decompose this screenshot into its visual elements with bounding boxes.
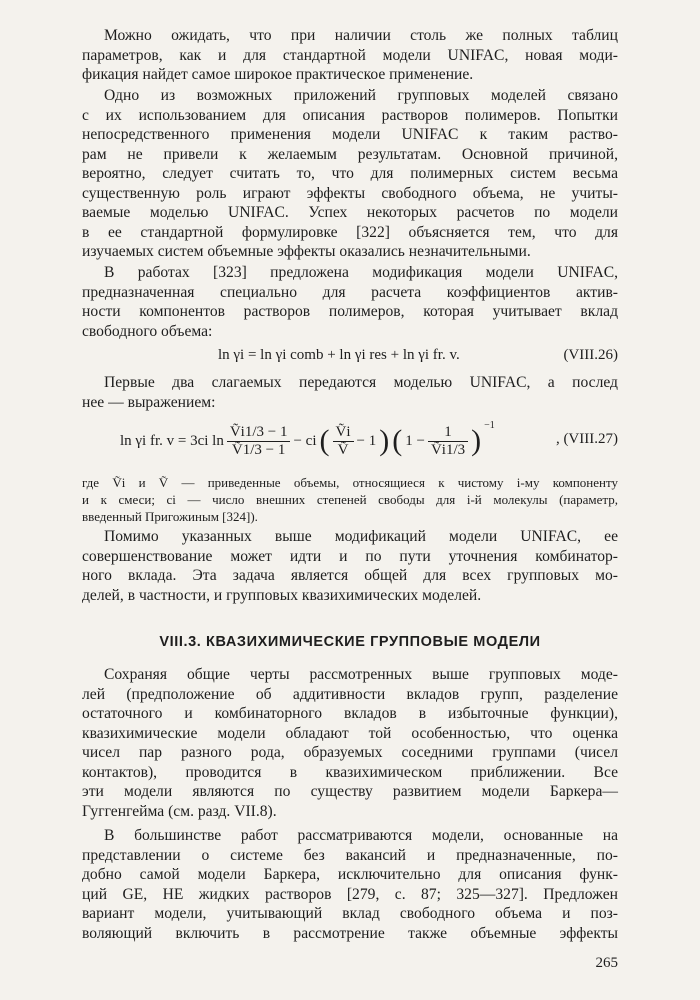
left-paren-icon: ( bbox=[319, 424, 330, 457]
fraction-denominator: Ṽ bbox=[337, 441, 349, 458]
equation-number: , (VIII.27) bbox=[555, 431, 618, 447]
equation-viii-26 bbox=[82, 347, 618, 369]
text-line: Гуггенгейма (см. разд. VII.8). bbox=[82, 802, 277, 820]
fraction-numerator: Ṽi bbox=[333, 424, 354, 442]
text-line: квазихимические модели обладают той особенностью, что оценка bbox=[82, 724, 618, 742]
fraction bbox=[428, 424, 468, 459]
equation-exponent: −1 bbox=[484, 420, 495, 431]
equation-term: 1 − bbox=[405, 432, 425, 449]
text-line: добно самой модели Баркера, исключительно для описания функ- bbox=[82, 866, 618, 883]
text-line: Сохраняя общие черты рассмотренных выше групповых моде- bbox=[104, 666, 618, 683]
text-line: введенный Пригожиным [324]). bbox=[82, 509, 258, 524]
text-line: Можно ожидать, что при наличии столь же полных таблиц bbox=[104, 27, 618, 44]
paragraph-1 bbox=[82, 26, 618, 85]
paragraph-7 bbox=[82, 826, 618, 943]
paragraph-3 bbox=[82, 263, 618, 341]
text-line: Одно из возможных приложений групповых моделей связано bbox=[104, 87, 618, 104]
text-line: В работах [323] предложена модификация модели UNIFAC, bbox=[104, 264, 618, 281]
text-line: остаточного и комбинаторного вкладов в избыточные функции), bbox=[82, 705, 618, 722]
text-line: изучаемых систем объемные эффекты оказались незначительными. bbox=[82, 243, 531, 260]
text-line: непосредственного применения модели UNIFAC к таким раство- bbox=[82, 126, 618, 143]
text-line: В большинстве работ рассматриваются модели, основанные на bbox=[104, 827, 618, 844]
text-line: чисел пар разного рода, образуемых соседними группами (чисел bbox=[82, 744, 618, 761]
text-line: представлении о системе без вакансий и предназначенные, по- bbox=[82, 846, 618, 864]
text-line: контактов), проводится в квазихимическом приближении. Все bbox=[82, 763, 618, 781]
text-line: где Ṽi и Ṽ — приведенные объемы, относящиеся к чистому i-му компоненту bbox=[82, 475, 618, 490]
text-line: в ее стандартной формулировке [322] объясняется тем, что для bbox=[82, 223, 618, 241]
equation-term: − ci bbox=[293, 432, 317, 449]
equation-lhs: ln γi fr. v = 3ci ln bbox=[120, 432, 224, 449]
paragraph-2 bbox=[82, 86, 618, 262]
equation-formula: ln γi = ln γi comb + ln γi res + ln γi fr. v. bbox=[218, 347, 460, 363]
text-line: вероятно, следует считать то, что для полимерных систем весьма bbox=[82, 165, 618, 182]
text-line: Помимо указанных выше модификаций модели UNIFAC, ее bbox=[104, 528, 618, 545]
text-line: параметров, как и для стандартной модели UNIFAC, новая моди- bbox=[82, 46, 618, 64]
equation-viii-27 bbox=[82, 414, 618, 468]
text-line: вариант модели, учитывающий вклад свободного объема и поз- bbox=[82, 905, 618, 922]
text-line: воляющий включить в рассмотрение также объемные эффекты bbox=[82, 924, 618, 942]
fraction-denominator: Ṽi1/3 bbox=[430, 441, 466, 458]
text-line: свободного объема: bbox=[82, 322, 213, 340]
paragraph-5 bbox=[82, 527, 618, 605]
text-line: и к смеси; ci — число внешних степеней свободы для i-й молекулы (параметр, bbox=[82, 492, 618, 507]
text-line: существенную роль играют эффекты свободного объема, не учиты- bbox=[82, 184, 618, 202]
text-line: эти модели являются по существу развитием модели Баркера— bbox=[82, 783, 618, 800]
text-line: с их использованием для описания растворов полимеров. Попытки bbox=[82, 106, 618, 124]
equation-number: (VIII.26) bbox=[563, 347, 618, 363]
fraction bbox=[333, 424, 354, 459]
equation-formula bbox=[120, 414, 495, 468]
text-line: ного вклада. Эта задача является общей для всех групповых мо- bbox=[82, 567, 618, 584]
equation-note bbox=[82, 474, 618, 525]
fraction bbox=[227, 424, 291, 459]
text-line: ности компонентов растворов полимеров, которая учитывает вклад bbox=[82, 303, 618, 320]
text-line: ваемые моделью UNIFAC. Успех некоторых расчетов по модели bbox=[82, 204, 618, 221]
right-paren-icon: ) bbox=[379, 424, 390, 457]
left-paren-icon: ( bbox=[392, 424, 403, 457]
text-line: рам не привели к желаемым результатам. Основной причиной, bbox=[82, 145, 618, 163]
section-heading: VIII.3. КВАЗИХИМИЧЕСКИЕ ГРУППОВЫЕ МОДЕЛИ bbox=[159, 634, 541, 650]
paragraph-6 bbox=[82, 665, 618, 821]
text-line: нее — выражением: bbox=[82, 393, 216, 411]
text-line: Первые два слагаемых передаются моделью UNIFAC, а послед bbox=[104, 374, 618, 391]
fraction-numerator: Ṽi1/3 − 1 bbox=[227, 424, 291, 442]
text-line: лей (предположение об аддитивности вкладов групп, разделение bbox=[82, 685, 618, 703]
paragraph-4 bbox=[82, 373, 618, 412]
fraction-numerator: 1 bbox=[428, 424, 468, 442]
text-line: предназначенная специально для расчета коэффициентов актив- bbox=[82, 283, 618, 301]
equation-term: − 1 bbox=[356, 432, 377, 449]
text-line: совершенствование может идти и по пути уточнения комбинатор- bbox=[82, 547, 618, 565]
fraction-denominator: Ṽ1/3 − 1 bbox=[231, 441, 286, 458]
text-line: делей, в частности, и групповых квазихимических моделей. bbox=[82, 586, 482, 604]
text-line: ций GE, HE жидких растворов [279, с. 87; 325—327]. Предложен bbox=[82, 885, 618, 903]
right-paren-icon: ) bbox=[471, 424, 482, 457]
text-line: фикация найдет самое широкое практическое применение. bbox=[82, 66, 474, 83]
page-number: 265 bbox=[595, 955, 618, 971]
